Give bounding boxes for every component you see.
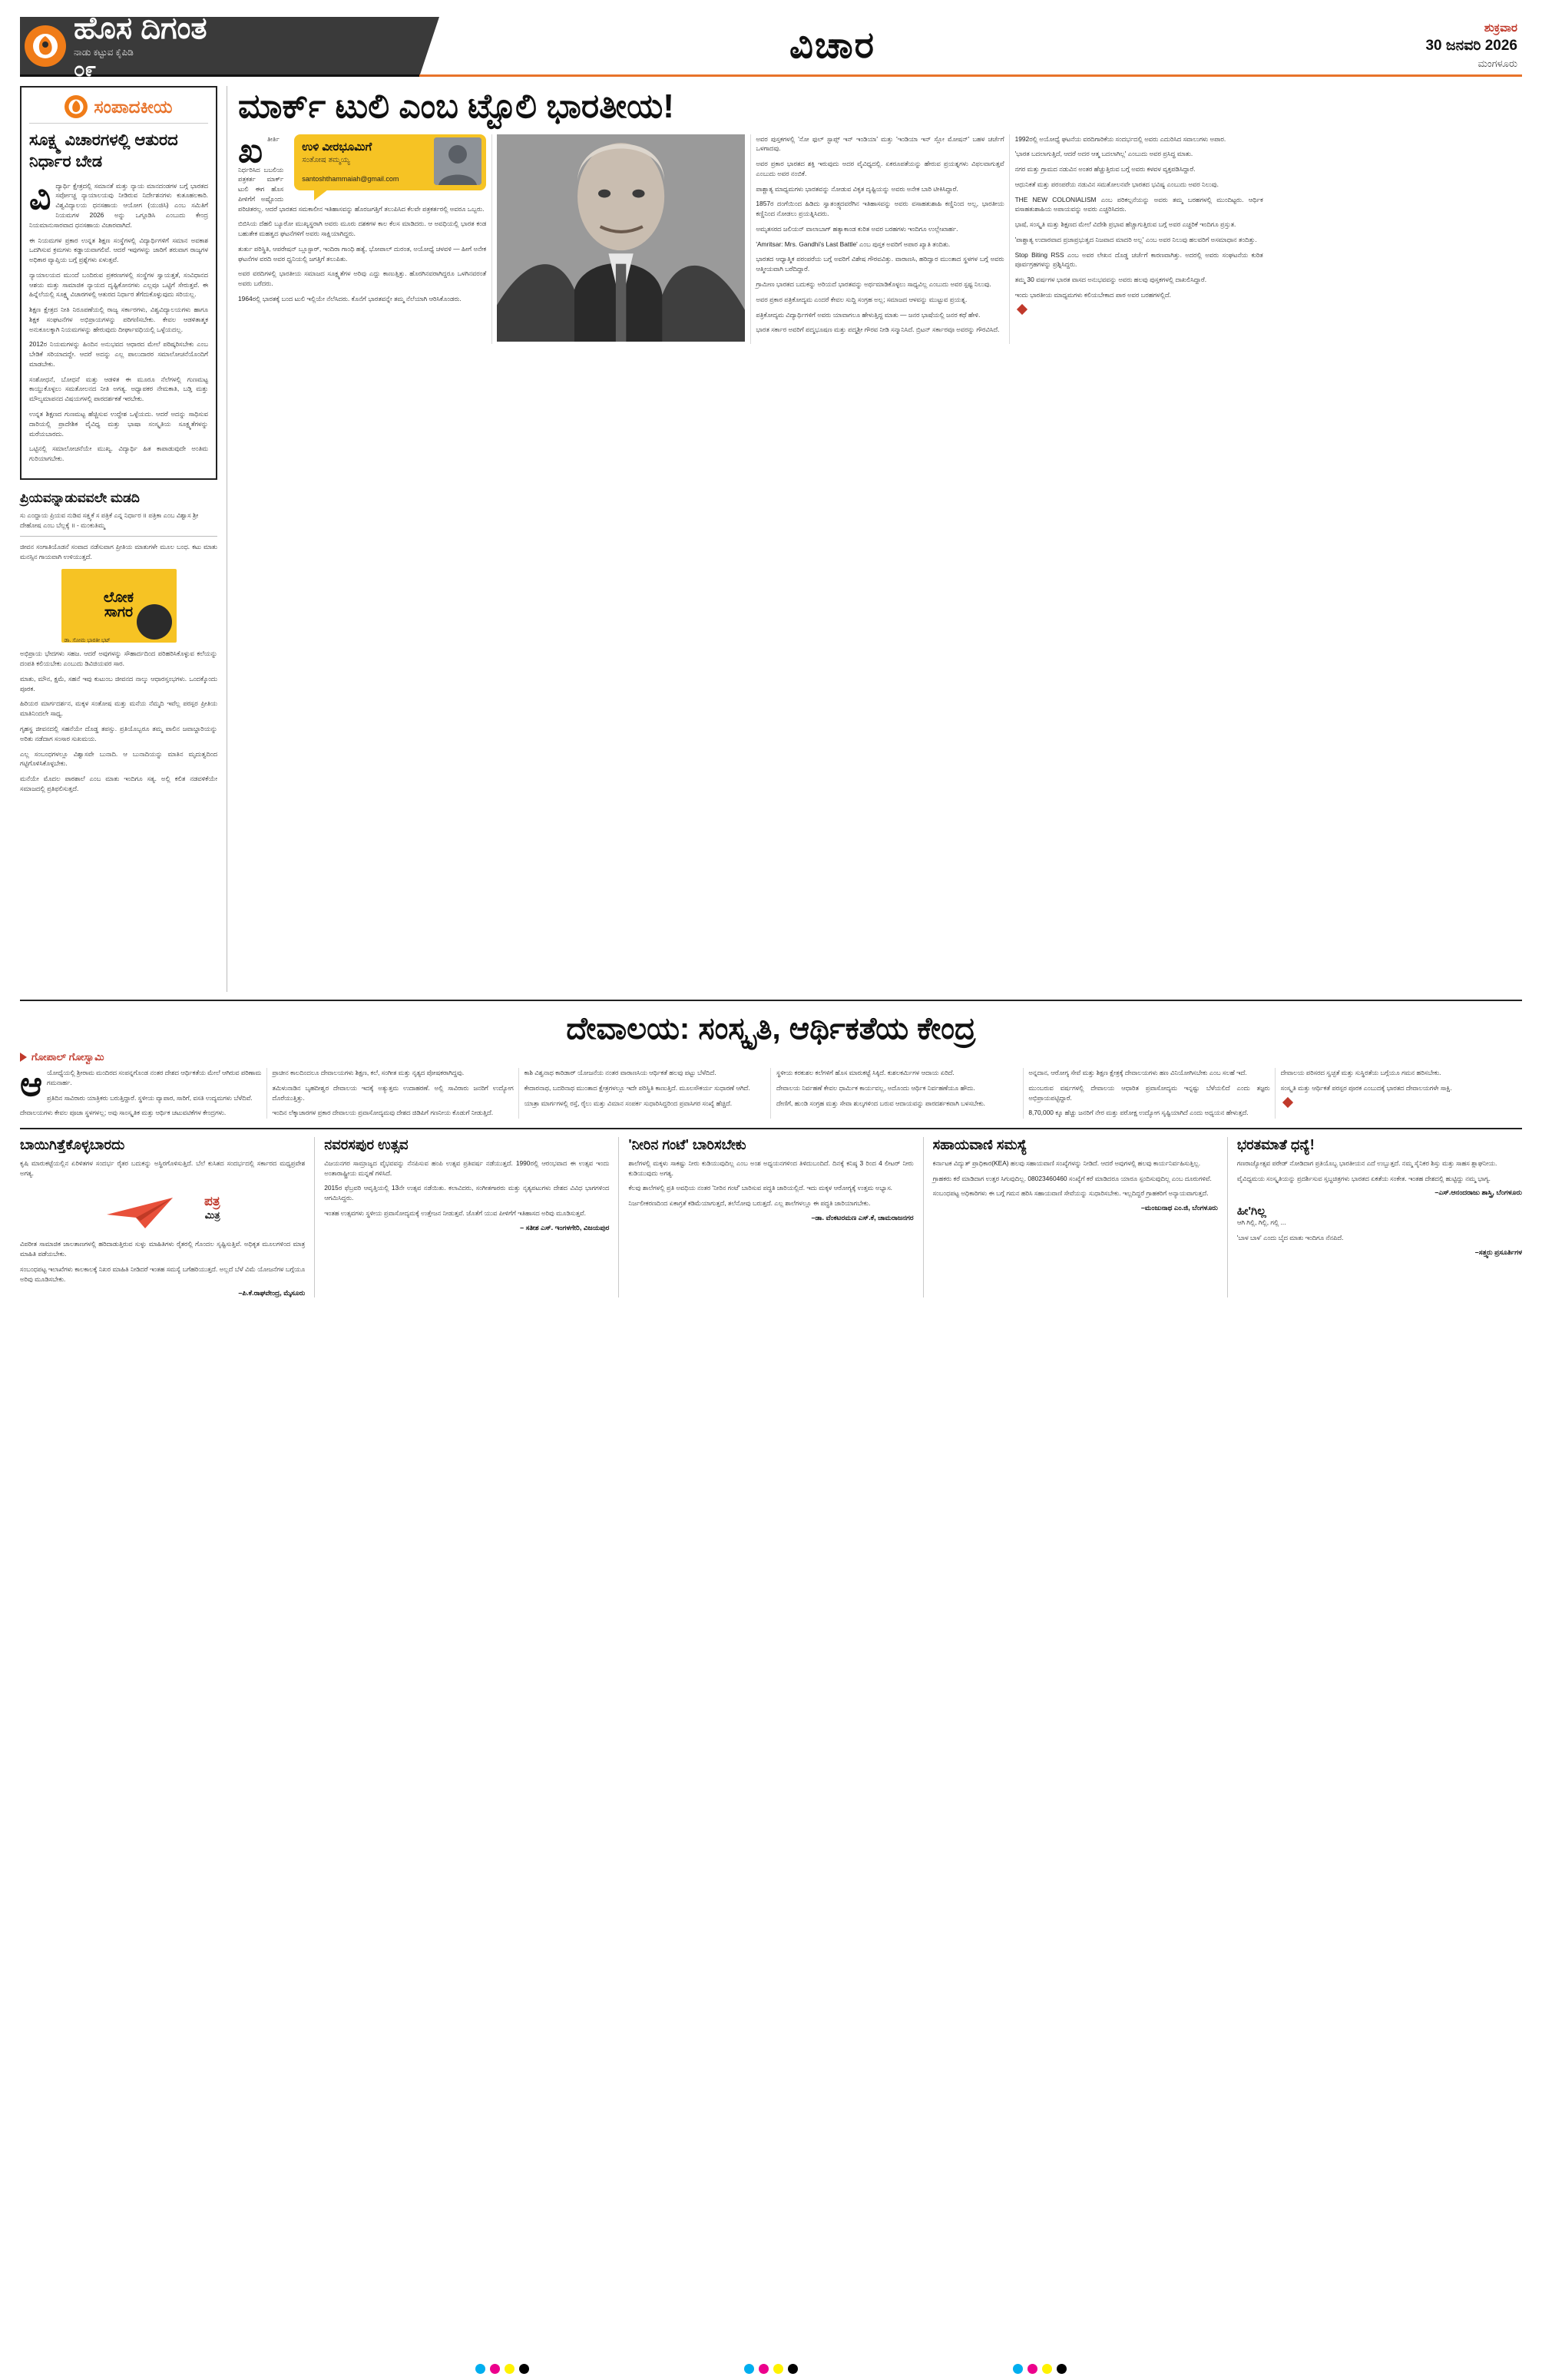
divider [20,536,217,537]
letter-para: ನಿರ್ಜಲೀಕರಣದಿಂದ ಏಕಾಗ್ರತೆ ಕಡಿಮೆಯಾಗುತ್ತದೆ, ತಲೆನೋವು ಬರುತ್ತದೆ. ಎಲ್ಲ ಶಾಲೆಗಳಲ್ಲೂ ಈ ಪದ್ಧತಿ ಜಾರಿಯಾಗಬೇಕು. [628,1199,871,1208]
lead-para-23: Stop Biting RSS ಎಂಬ ಅವರ ಲೇಖನ ದೊಡ್ಡ ಚರ್ಚೆಗೆ ಕಾರಣವಾಗಿತ್ತು. ಅದರಲ್ಲಿ ಅವರು ಸಂಘಟನೆಯ ಕುರಿತ ಪೂರ್ವಗ್ರಹಗಳನ್ನು ಪ್ರಶ್ನಿಸಿದ್ದರು. [1014,250,1263,269]
column-name: ಉಳಿ ವೀರಭೂಮಿಗೆ [302,140,372,154]
temple-byline [20,1051,1522,1063]
editorial-para-3: ಶಿಕ್ಷಣ ಕ್ಷೇತ್ರದ ನೀತಿ ನಿರೂಪಣೆಯಲ್ಲಿ ರಾಜ್ಯ ಸರ್ಕಾರಗಳು, ವಿಶ್ವವಿದ್ಯಾಲಯಗಳು ಹಾಗೂ ಶಿಕ್ಷಕ ಸಂಘಟನೆಗಳ ಅಭಿಪ್ರಾಯಗಳನ್ನು ಪರಿಗಣಿಸಬೇಕು. ಕೇವಲ ಆಡಳಿತಾತ್ಮಕ ಅನುಕೂಲಕ್ಕಾಗಿ ನಿಯಮಗಳನ್ನು ಹೇರುವುದು ದೀರ್ಘಾವಧಿಯಲ್ಲಿ ಒಳ್ಳೆಯದಲ್ಲ. [29,306,208,333]
letter-2 [315,1137,619,1298]
author-badge [294,134,486,190]
lead-headline: ಮಾರ್ಕ್ ಟುಲಿ ಎಂಬ ಟ್ಟೊಲಿ ಭಾರತೀಯ! [238,88,674,125]
editorial-label: ಸಂಪಾದಕೀಯ [94,96,173,117]
editorial-para-0: ದ್ಯಾರ್ಥಿ ಕ್ಷೇತ್ರದಲ್ಲಿ ಸಮಾನತೆ ಮತ್ತು ನ್ಯಾಯ ಮಾನದಂಡಗಳ ಬಗ್ಗೆ ಭಾರತದ ಸರ್ವೋಚ್ಚ ನ್ಯಾಯಾಲಯವು ನೀಡಿರುವ ನಿರ್ದೇಶನಗಳು ಕುತೂಹಲಕಾರಿ. ವಿಶ್ವವಿದ್ಯಾಲಯ ಧನಸಹಾಯ ಆಯೋಗ (ಯುಜಿಸಿ) ಎಂಬ ಸಮಿತಿಗೆ ನಿಯಮಗಳ 2026 ಅನ್ನು ಒಗ್ಗೂಡಿಸಿ ಎಂಬುದು ಕೇಂದ್ರ ನಿಯಮಾನುಸಾರವಾದ ಧನಸಹಾಯ ವಿಚಾರವಾಗಿದೆ. [29,181,208,229]
section-title: ವಿಚಾರ [789,25,876,66]
paper-tagline: ನಾಡು ಕಟ್ಟುವ ಕೈಪಿಡಿ [74,46,134,58]
author-email: santoshthammaiah@gmail.com [302,174,399,183]
editorial-para-2: ನ್ಯಾಯಾಲಯದ ಮುಂದೆ ಬಂದಿರುವ ಪ್ರಕರಣಗಳಲ್ಲಿ ಸಂಸ್ಥೆಗಳ ಸ್ವಾಯತ್ತತೆ, ಸಂವಿಧಾನದ ಆಶಯ ಮತ್ತು ಸಾಮಾಜಿಕ ನ್ಯಾಯದ ದೃಷ್ಟಿಕೋನಗಳು ಎಲ್ಲವೂ ಒಟ್ಟಿಗೆ ಸೇರುತ್ತವೆ. ಈ ಹಿನ್ನೆಲೆಯಲ್ಲಿ ಸೂಕ್ಷ್ಮ ವಿಚಾರಗಳಲ್ಲಿ ಆತುರದ ನಿರ್ಧಾರ ತೆಗೆದುಕೊಳ್ಳುವುದು ಸರಿಯಲ್ಲ. [29,270,208,299]
temple-para-7: ಕೇದಾರನಾಥ, ಬದರಿನಾಥ ಮುಂತಾದ ಕ್ಷೇತ್ರಗಳಲ್ಲೂ ಇದೇ ಪರಿಸ್ಥಿತಿ ಕಾಣುತ್ತಿದೆ. ಮೂಲಸೌಕರ್ಯ ಸುಧಾರಣೆ ಆಗಿದೆ. [524,1083,750,1092]
lead-para-17: 'ಭಾರತ ಬದಲಾಗುತ್ತಿದೆ, ಆದರೆ ಅದರ ಆತ್ಮ ಬದಲಾಗಿಲ್ಲ' ಎಂಬುದು ಅವರ ಪ್ರಸಿದ್ಧ ಮಾತು. [1014,150,1193,158]
yellow-dot-icon [773,2364,783,2374]
priya-para-1: ಮಾತು, ಮೌನ, ಕ್ಷಮೆ, ಸಹನೆ ಇವು ಕುಟುಂಬ ಜೀವನದ ನಾಲ್ಕು ಆಧಾರಸ್ತಂಭಗಳು. ಒಂದಕ್ಕೊಂದು ಪೂರಕ. [20,674,217,693]
black-dot-icon [788,2364,798,2374]
lead-article-columns [238,131,1522,345]
lead-para-12: ಗ್ರಾಮೀಣ ಭಾರತದ ಬದುಕನ್ನು ಅರಿಯದೆ ಭಾರತವನ್ನು ಅರ್ಥಮಾಡಿಕೊಳ್ಳಲು ಸಾಧ್ಯವಿಲ್ಲ ಎಂಬುದು ಅವರ ಸ್ಪಷ್ಟ ನಿಲುವು. [756,280,991,289]
color-dots-left [475,2364,529,2374]
letters-section [20,1128,1522,1298]
lead-para-10: 'Amritsar: Mrs. Gandhi's Last Battle' ಎಂಬ ಪುಸ್ತಕ ಅವರಿಗೆ ಅಪಾರ ಖ್ಯಾತಿ ತಂದಿತು. [756,240,951,248]
extra-signature: –ಸತ್ತ್ವರು ಪ್ರಸೂರ್ತಿಗಳ [1474,1248,1523,1256]
weekday: ಶುಕ್ರವಾರ [1484,21,1517,35]
priya-para-5: ಮನೆಯೇ ಮೊದಲ ಪಾಠಶಾಲೆ ಎಂಬ ಮಾತು ಇಂದಿಗೂ ಸತ್ಯ. ಅಲ್ಲಿ ಕಲಿತ ನಡವಳಿಕೆಯೇ ಸಮಾಜದಲ್ಲಿ ಪ್ರತಿಫಲಿಸುತ್ತದೆ. [20,775,217,792]
temple-para-0: ಯೋಧ್ಯೆಯಲ್ಲಿ ಶ್ರೀರಾಮ ಮಂದಿರದ ಸಂಪನ್ನಗೊಂಡ ನಂತರ ದೇಶದ ಆರ್ಥಿಕತೆಯ ಮೇಲೆ ಆಗಿರುವ ಪರಿಣಾಮ ಗಮನಾರ್ಹ. [47,1069,262,1086]
author-photo [434,137,481,185]
priya-body [20,649,217,793]
extra-column-title: ಹೀ'ಗಿಲ್ಲ [1236,1205,1266,1218]
letter-para: ಸಂಬಂಧಪಟ್ಟ ಅಧಿಕಾರಿಗಳು ಈ ಬಗ್ಗೆ ಗಮನ ಹರಿಸಿ ಸಹಾಯವಾಣಿ ಸೇವೆಯನ್ನು ಸುಧಾರಿಸಬೇಕು. ಇಲ್ಲದಿದ್ದರೆ ಗ್ರಾಹಕರಿಗೆ ಅನ್ಯಾಯವಾಗುತ್ತದೆ. [932,1189,1209,1198]
mark-tully-photo [497,134,745,342]
editorial-para-5: ಸಂಶೋಧನೆ, ಬೋಧನೆ ಮತ್ತು ಆಡಳಿತ ಈ ಮೂರೂ ನೆಲೆಗಳಲ್ಲಿ ಗುಣಮಟ್ಟ ಕಾಯ್ದುಕೊಳ್ಳಲು ಸಮತೋಲನದ ನೀತಿ ಅಗತ್ಯ. ಅಧ್ಯಾಪಕರ ನೇಮಕಾತಿ, ಬಡ್ತಿ ಮತ್ತು ಮೌಲ್ಯಮಾಪನದ ವಿಷಯಗಳಲ್ಲಿ ಪಾರದರ್ಶಕತೆ ಇರಬೇಕು. [29,375,208,403]
editorial-logo-icon [65,95,88,118]
yellow-dot-icon [1042,2364,1052,2374]
lead-para-18: ನಗರ ಮತ್ತು ಗ್ರಾಮದ ನಡುವಿನ ಅಂತರ ಹೆಚ್ಚುತ್ತಿರುವ ಬಗ್ಗೆ ಅವರು ಕಳವಳ ವ್ಯಕ್ತಪಡಿಸಿದ್ದಾರೆ. [1014,165,1196,174]
magenta-dot-icon [1027,2364,1037,2374]
date-block [1246,17,1522,74]
lead-para-2: ತುರ್ತು ಪರಿಸ್ಥಿತಿ, ಆಪರೇಷನ್ ಬ್ಲೂಸ್ಟಾರ್, ಇಂದಿರಾ ಗಾಂಧಿ ಹತ್ಯೆ, ಭೋಪಾಲ್ ದುರಂತ, ಅಯೋಧ್ಯೆ ಚಳವಳಿ — ಹೀಗೆ ಅನೇಕ ಘಟನೆಗಳ ವರದಿ ಅವರ ಧ್ವನಿಯಲ್ಲಿ ಜಗತ್ತಿಗೆ ತಲುಪಿತು. [238,244,487,263]
temple-para-11: ದೇಣಿಗೆ, ಹುಂಡಿ ಸಂಗ್ರಹ ಮತ್ತು ಸೇವಾ ಶುಲ್ಕಗಳಿಂದ ಬರುವ ಆದಾಯವನ್ನು ಪಾರದರ್ಶಕವಾಗಿ ಬಳಸಬೇಕು. [776,1099,985,1107]
temple-dropcap: ಆ [20,1066,43,1103]
magenta-dot-icon [490,2364,500,2374]
color-dots-center [744,2364,798,2374]
lead-para-7: ಪಾಶ್ಚಾತ್ಯ ಮಾಧ್ಯಮಗಳು ಭಾರತವನ್ನು ನೋಡುವ ವಿಕೃತ ದೃಷ್ಟಿಯನ್ನು ಅವರು ಅನೇಕ ಬಾರಿ ಟೀಕಿಸಿದ್ದಾರೆ. [756,184,958,193]
black-dot-icon [519,2364,529,2374]
loka-sagara-badge [61,569,177,643]
black-dot-icon [1057,2364,1067,2374]
temple-para-6: ಕಾಶಿ ವಿಶ್ವನಾಥ ಕಾರಿಡಾರ್ ಯೋಜನೆಯ ನಂತರ ವಾರಾಣಸಿಯ ಆರ್ಥಿಕತೆ ಹಲವು ಪಟ್ಟು ಬೆಳೆದಿದೆ. [524,1069,716,1076]
cyan-dot-icon [744,2364,754,2374]
letter-para: ಶಾಲೆಗಳಲ್ಲಿ ಮಕ್ಕಳು ಸಾಕಷ್ಟು ನೀರು ಕುಡಿಯುವುದಿಲ್ಲ ಎಂಬ ಅಂಶ ಅಧ್ಯಯನಗಳಿಂದ ತಿಳಿದುಬಂದಿದೆ. ದಿನಕ್ಕೆ ಕನಿಷ್ಠ 3 ರಿಂದ 4 ಲೀಟರ್ ನೀರು ಕುಡಿಯುವುದು ಅಗತ್ಯ. [628,1159,914,1177]
letter-title: ಬಾಯಿಗಿತ್ತೆಕೊಳ್ಳಬಾರದು [20,1136,125,1152]
letter-para: 2015ರ ಫೆಬ್ರವರಿ ಆವೃತ್ತಿಯಲ್ಲಿ 13ನೇ ಉತ್ಸವ ನಡೆಯಿತು. ಕಲಾವಿದರು, ಸಂಗೀತಗಾರರು ಮತ್ತು ನೃತ್ಯಪಟುಗಳು ದೇಶದ ವಿವಿಧ ಭಾಗಗಳಿಂದ ಆಗಮಿಸಿದ್ದರು. [324,1184,610,1202]
letter-para: ಕೃಷಿ ಮಾರುಕಟ್ಟೆಯಲ್ಲಿನ ಏರಿಳಿತಗಳ ಸಂದರ್ಭ ರೈತರ ಬದುಕನ್ನು ಅಸ್ಥಿರಗೊಳಿಸುತ್ತಿದೆ. ಬೆಲೆ ಕುಸಿತದ ಸಂದರ್ಭದಲ್ಲಿ ಸರ್ಕಾರದ ಮಧ್ಯಪ್ರವೇಶ ಅಗತ್ಯ. [20,1159,306,1177]
end-mark-icon [1282,1096,1293,1107]
letter-para: ಇಂತಹ ಉತ್ಸವಗಳು ಸ್ಥಳೀಯ ಪ್ರವಾಸೋದ್ಯಮಕ್ಕೆ ಉತ್ತೇಜನ ನೀಡುತ್ತವೆ. ಜೊತೆಗೆ ಯುವ ಪೀಳಿಗೆಗೆ ಇತಿಹಾಸದ ಅರಿವು ಮೂಡಿಸುತ್ತವೆ. [324,1208,586,1217]
lead-para-6: ಅವರ ಪ್ರಕಾರ ಭಾರತದ ಶಕ್ತಿ ಇರುವುದು ಅದರ ವೈವಿಧ್ಯದಲ್ಲಿ. ಏಕರೂಪತೆಯನ್ನು ಹೇರುವ ಪ್ರಯತ್ನಗಳು ವಿಫಲವಾಗುತ್ತವೆ ಎಂಬುದು ಅವರ ನಂಬಿಕೆ. [756,160,1004,177]
letter-para: ವಿಪರೀತ ಸಾಮಾಜಿಕ ಜಾಲತಾಣಗಳಲ್ಲಿ ಹರಿದಾಡುತ್ತಿರುವ ಸುಳ್ಳು ಮಾಹಿತಿಗಳು ರೈತರಲ್ಲಿ ಗೊಂದಲ ಸೃಷ್ಟಿಸುತ್ತಿವೆ. ಅಧಿಕೃತ ಮೂಲಗಳಿಂದ ಮಾತ್ರ ಮಾಹಿತಿ ಪಡೆಯಬೇಕು. [20,1240,306,1258]
lead-para-20: THE NEW COLONIALISM ಎಂಬ ಪರಿಕಲ್ಪನೆಯನ್ನು ಅವರು ತಮ್ಮ ಬರಹಗಳಲ್ಲಿ ಮುಂದಿಟ್ಟರು. ಆರ್ಥಿಕ ವಸಾಹತುಶಾಹಿಯ ಅಪಾಯವನ್ನು ಅವರು ಎಚ್ಚರಿಸಿದರು. [1014,195,1263,213]
paper-name: ಹೊಸ ದಿಗಂತ [74,11,207,45]
priya-verse: ಸು ಎಂದ್ದಾಯ ಪ್ರಿಯವ ನುಡಿವ ಸತ್ತ್ವಕೆ ಸ ಪತ್ರಿಕೆ ಎನ್ನ ನಿರ್ಧಾರ ॥ ಪತ್ರಿಕಾ ಎಂಬ ವಿಶ್ವಾಸ ಶ್ರೀ ದೇಹೋಷ ಎಂಬ ಬೆಲ್ಲಕ್ಕೆ ॥ - ಮಂಕುತಿಮ್ಮ [20,511,199,529]
temple-para-14: 8,70,000 ಕ್ಕೂ ಹೆಚ್ಚು ಜನರಿಗೆ ನೇರ ಮತ್ತು ಪರೋಕ್ಷ ಉದ್ಯೋಗ ಸೃಷ್ಟಿಯಾಗಿದೆ ಎಂದು ಅಧ್ಯಯನ ಹೇಳುತ್ತದೆ. [1028,1109,1249,1117]
letter-5 [1228,1137,1522,1298]
patra-mitra-badge [105,1184,220,1233]
color-dots-right [1013,2364,1067,2374]
priya-para-0: ಅಭಿಪ್ರಾಯ ಭೇದಗಳು ಸಹಜ. ಆದರೆ ಅವುಗಳನ್ನು ಸೌಹಾರ್ದದಿಂದ ಪರಿಹರಿಸಿಕೊಳ್ಳುವ ಕಲೆಯನ್ನು ದಂಪತಿ ಕಲಿಯಬೇಕು ಎಂಬುದು ಡಿವಿಜಿಯವರ ಸಾರ. [20,650,217,668]
letter-signature: –ಎಸ್.ಆನಂದರಾಜು ಶಾಸ್ತ್ರಿ, ಬೆಂಗಳೂರು [1434,1188,1523,1197]
temple-para-9: ಸ್ಥಳೀಯ ಕರಕುಶಲ ಕಲೆಗಳಿಗೆ ಹೊಸ ಮಾರುಕಟ್ಟೆ ಸಿಕ್ಕಿದೆ. ಕುಶಲಕರ್ಮಿಗಳ ಆದಾಯ ಏರಿದೆ. [776,1069,955,1076]
letter-title: ಸಹಾಯವಾಣಿ ಸಮಸ್ಯೆ [932,1136,1027,1152]
lead-para-9: ಅಮೃತಸರದ ಜಲಿಯನ್ ವಾಲಾಬಾಗ್ ಹತ್ಯಾಕಾಂಡ ಕುರಿತ ಅವರ ಬರಹಗಳು ಇಂದಿಗೂ ಉಲ್ಲೇಖಾರ್ಹ. [756,224,958,233]
priya-para-2: ಹಿರಿಯರ ಮಾರ್ಗದರ್ಶನ, ಮಕ್ಕಳ ಸಂತೋಷ ಮತ್ತು ಮನೆಯ ನೆಮ್ಮದಿ ಇವೆಲ್ಲ ಪರಸ್ಪರ ಪ್ರೀತಿಯ ಮಾತಿನಿಂದಲೇ ಸಾಧ್ಯ. [20,699,217,718]
letter-3 [619,1137,923,1298]
temple-article [20,1000,1522,1119]
letter-title: ಭರತಮಾತೆ ಧನ್ಯೆ! [1236,1136,1315,1152]
lead-para-24: ತಮ್ಮ 30 ವರ್ಷಗಳ ಭಾರತ ವಾಸದ ಅನುಭವವನ್ನು ಅವರು ಹಲವು ಪುಸ್ತಕಗಳಲ್ಲಿ ದಾಖಲಿಸಿದ್ದಾರೆ. [1014,276,1207,284]
masthead [20,11,1522,81]
columnist-avatar [137,604,172,640]
magenta-dot-icon [759,2364,769,2374]
editorial-title: ಸೂಕ್ಷ್ಮ ವಿಚಾರಗಳಲ್ಲಿ ಆತುರದ ನಿರ್ಧಾರ ಬೇಡ [29,131,178,171]
editorial-para-6: ಉನ್ನತ ಶಿಕ್ಷಣದ ಗುಣಮಟ್ಟ ಹೆಚ್ಚಿಸುವ ಉದ್ದೇಶ ಒಳ್ಳೆಯದು. ಆದರೆ ಅದನ್ನು ಸಾಧಿಸುವ ದಾರಿಯಲ್ಲಿ ಪ್ರಾದೇಶಿಕ ವೈವಿಧ್ಯ ಮತ್ತು ಭಾಷಾ ಸಂಸ್ಕೃತಿಯ ಸೂಕ್ಷ್ಮತೆಗಳನ್ನು ಮರೆಯಬಾರದು. [29,410,208,438]
temple-headline: ದೇವಾಲಯ: ಸಂಸ್ಕೃತಿ, ಆರ್ಥಿಕತೆಯ ಕೇಂದ್ರ [566,1012,976,1046]
temple-para-2: ದೇವಾಲಯಗಳು ಕೇವಲ ಪೂಜಾ ಸ್ಥಳಗಳಲ್ಲ; ಅವು ಸಾಂಸ್ಕೃತಿಕ ಮತ್ತು ಆರ್ಥಿಕ ಚಟುವಟಿಕೆಗಳ ಕೇಂದ್ರಗಳು. [20,1109,227,1117]
editorial-para-1: ಈ ನಿಯಮಗಳ ಪ್ರಕಾರ ಉನ್ನತ ಶಿಕ್ಷಣ ಸಂಸ್ಥೆಗಳಲ್ಲಿ ವಿದ್ಯಾರ್ಥಿಗಳಿಗೆ ಸಮಾನ ಅವಕಾಶ ಒದಗಿಸುವ ಕ್ರಮಗಳು ಕಡ್ಡಾಯವಾಗಲಿವೆ. ಆದರೆ ಇವುಗಳನ್ನು ಜಾರಿಗೆ ತರುವಾಗ ರಾಜ್ಯಗಳ ಅಧಿಕಾರ ವ್ಯಾಪ್ತಿಯ ಬಗ್ಗೆ ಪ್ರಶ್ನೆಗಳು ಏಳುತ್ತವೆ. [29,236,208,264]
loka-badge-line1: ಲೋಕ [103,590,134,607]
paper-plane-icon [105,1195,176,1233]
lead-para-16: 1992ರಲ್ಲಿ ಅಯೋಧ್ಯೆ ಘಟನೆಯ ವರದಿಗಾರಿಕೆಯ ಸಂದರ್ಭದಲ್ಲಿ ಅವರು ಎದುರಿಸಿದ ಸವಾಲುಗಳು ಅಪಾರ. [1014,134,1226,143]
lead-para-0: ತೀರ್ತಿ ನಿರ್ಧರಿಸಿದ ಬಬಲಿಯ ಪತ್ರಕರ್ತ ಮಾರ್ಕ್ ಟುಲಿ ಈಗ ಹೊಸ ಪೀಳಿಗೆಗೆ ಅಷ್ಟೊಂದು ಪರಿಚಿತರಲ್ಲ. ಆದರೆ ಭಾರತದ ಸಮಕಾಲೀನ ಇತಿಹಾಸವನ್ನು ಹೊರಜಗತ್ತಿಗೆ ತಲುಪಿಸಿದ ಕೆಲವೇ ಪತ್ರಕರ್ತರಲ್ಲಿ ಅವರೂ ಒಬ್ಬರು. [238,134,485,213]
edition-number: ೦೯ [74,57,97,81]
letter-signature: –ಪಿ.ಕೆ.ರಾಘವೇಂದ್ರ, ಮೈಸೂರು [238,1289,306,1297]
edition-city: ಮಂಗಳೂರು [1477,58,1517,69]
masthead-accent-rule [419,74,1522,77]
temple-para-8: ಯಾತ್ರಾ ಮಾರ್ಗಗಳಲ್ಲಿ ರಸ್ತೆ, ರೈಲು ಮತ್ತು ವಿಮಾನ ಸಂಪರ್ಕ ಸುಧಾರಿಸಿದ್ದರಿಂದ ಪ್ರವಾಸಿಗರ ಸಂಖ್ಯೆ ಹೆಚ್ಚಿದೆ. [524,1099,733,1107]
letter-para: ಸಂಬಂಧಪಟ್ಟ ಇಲಾಖೆಗಳು ಕಾಲಕಾಲಕ್ಕೆ ನಿಖರ ಮಾಹಿತಿ ನೀಡಿದರೆ ಇಂತಹ ಸಮಸ್ಯೆ ಬಗೆಹರಿಯುತ್ತದೆ. ಅಲ್ಲದೆ ಬೆಳೆ ವಿಮೆ ಯೋಜನೆಗಳ ಬಗ್ಗೆಯೂ ಅರಿವು ಮೂಡಿಸಬೇಕು. [20,1264,306,1283]
columnist-name: ಡಾ. ಸೋಮ ಭಾರತೀ ಭಟ್ [64,638,111,644]
lead-article [227,86,1522,992]
cyan-dot-icon [1013,2364,1023,2374]
upper-body [20,86,1522,992]
lead-para-11: ಭಾರತದ ಆಧ್ಯಾತ್ಮಿಕ ಪರಂಪರೆಯ ಬಗ್ಗೆ ಅವರಿಗೆ ವಿಶೇಷ ಗೌರವವಿತ್ತು. ವಾರಾಣಸಿ, ಹರಿದ್ವಾರ ಮುಂತಾದ ಸ್ಥಳಗಳ ಬಗ್ಗೆ ಅವರು ಆತ್ಮೀಯವಾಗಿ ಬರೆದಿದ್ದಾರೆ. [756,255,1004,273]
patra-label-1: ಪತ್ರ [204,1194,220,1209]
editorial-body [29,178,208,464]
letter-1 [20,1137,315,1298]
letter-signature: –ಮಂಜುನಾಥ ಎಂ.ಜಿ, ಬೆಂಗಳೂರು [1140,1204,1218,1212]
lead-dropcap: ಖ [238,131,263,170]
letter-para: ವಿಜಯನಗರ ಸಾಮ್ರಾಜ್ಯದ ವೈಭವವನ್ನು ನೆನಪಿಸುವ ಹಂಪಿ ಉತ್ಸವ ಪ್ರತಿವರ್ಷ ನಡೆಯುತ್ತದೆ. 1990ರಲ್ಲಿ ಆರಂಭವಾದ ಈ ಉತ್ಸವ ಇಂದು ಅಂತಾರಾಷ್ಟ್ರೀಯ ಮನ್ನಣೆ ಗಳಿಸಿದೆ. [324,1159,610,1177]
editorial-column [20,86,227,992]
section-header [419,17,1246,74]
lead-para-4: 1964ರಲ್ಲಿ ಭಾರತಕ್ಕೆ ಬಂದ ಟುಲಿ ಇಲ್ಲಿಯೇ ನೆಲೆಸಿದರು. ಕೊನೆಗೆ ಭಾರತವನ್ನೇ ತಮ್ಮ ನೆಲೆಯಾಗಿ ಆರಿಸಿಕೊಂಡರು. [238,295,462,303]
publication-date: 30 ಜನವರಿ 2026 [1425,38,1517,54]
editorial-header [29,95,208,124]
temple-para-10: ದೇವಾಲಯ ನಿರ್ವಹಣೆ ಕೇವಲ ಧಾರ್ಮಿಕ ಕಾರ್ಯವಲ್ಲ, ಅದೊಂದು ಆರ್ಥಿಕ ನಿರ್ವಹಣೆಯೂ ಹೌದು. [776,1083,975,1092]
lead-para-21: ಭಾಷೆ, ಸಂಸ್ಕೃತಿ ಮತ್ತು ಶಿಕ್ಷಣದ ಮೇಲೆ ವಿದೇಶಿ ಪ್ರಭಾವ ಹೆಚ್ಚಾಗುತ್ತಿರುವ ಬಗ್ಗೆ ಅವರ ಎಚ್ಚರಿಕೆ ಇಂದಿಗೂ ಪ್ರಸ್ತುತ. [1014,220,1236,229]
priya-para-4: ಎಲ್ಲ ಸಂಬಂಧಗಳಲ್ಲೂ ವಿಶ್ವಾಸವೇ ಬುನಾದಿ. ಆ ಬುನಾದಿಯನ್ನು ಮಾತಿನ ಮೃದುತ್ವದಿಂದ ಗಟ್ಟಿಗೊಳಿಸಿಕೊಳ್ಳಬೇಕು. [20,749,217,768]
patra-label-2: ಮಿತ್ರ [204,1209,220,1221]
letter-para: ಕರ್ನಾಟಕ ವಿದ್ಯುತ್ ಪ್ರಾಧಿಕಾರ(KEA) ಹಲವು ಸಹಾಯವಾಣಿ ಸಂಖ್ಯೆಗಳನ್ನು ನೀಡಿದೆ. ಆದರೆ ಅವುಗಳಲ್ಲಿ ಹಲವು ಕಾರ್ಯನಿರ್ವಹಿಸುತ್ತಿಲ್ಲ. [932,1159,1201,1167]
letter-para: ಗ್ರಾಹಕರು ಕರೆ ಮಾಡಿದಾಗ ಉತ್ತರ ಸಿಗುವುದಿಲ್ಲ. 08023460460 ಸಂಖ್ಯೆಗೆ ಕರೆ ಮಾಡಿದರೂ ಯಾರೂ ಸ್ಪಂದಿಸುವುದಿಲ್ಲ ಎಂಬ ದೂರುಗಳಿವೆ. [932,1174,1212,1182]
loka-badge-line2: ಸಾಗರ [104,604,134,621]
priya-title: ಪ್ರಿಯವನ್ನಾಡುವವಲೇ ಮಡದಿ [20,490,140,505]
temple-para-5: ಇಂದಿನ ಲೆಕ್ಕಾಚಾರಗಳ ಪ್ರಕಾರ ದೇವಾಲಯ ಪ್ರವಾಸೋದ್ಯಮವು ದೇಶದ ಜಿಡಿಪಿಗೆ ಗಣನೀಯ ಕೊಡುಗೆ ನೀಡುತ್ತಿದೆ. [272,1109,494,1117]
color-registration-bar [0,2364,1542,2374]
temple-author: ಗೋಪಾಲ್ ಗೋಸ್ವಾಮಿ [31,1051,104,1063]
editorial-dropcap: ವಿ [29,178,51,217]
letter-para: ಗಣರಾಜ್ಯೋತ್ಸವ ಪರೇಡ್ ನೋಡಿದಾಗ ಪ್ರತಿಯೊಬ್ಬ ಭಾರತೀಯನ ಎದೆ ಉಬ್ಬುತ್ತದೆ. ನಮ್ಮ ಸೈನಿಕರ ಶಿಸ್ತು ಮತ್ತು ಸಾಹಸ ಶ್ಲಾಘನೀಯ. [1236,1159,1497,1167]
byline-marker-icon [20,1053,27,1062]
temple-para-3: ಪ್ರಾಚೀನ ಕಾಲದಿಂದಲೂ ದೇವಾಲಯಗಳು ಶಿಕ್ಷಣ, ಕಲೆ, ಸಂಗೀತ ಮತ್ತು ನೃತ್ಯದ ಪೋಷಕರಾಗಿದ್ದವು. [272,1069,465,1076]
letter-para: ವೈವಿಧ್ಯಮಯ ಸಂಸ್ಕೃತಿಯನ್ನು ಪ್ರದರ್ಶಿಸುವ ಸ್ತಬ್ಧಚಿತ್ರಗಳು ಭಾರತದ ಏಕತೆಯ ಸಂಕೇತ. ಇಂತಹ ದೇಶದಲ್ಲಿ ಹುಟ್ಟಿದ್ದು ನಮ್ಮ ಭಾಗ್ಯ. [1236,1174,1491,1182]
editorial-para-7: ಒಟ್ಟಿನಲ್ಲಿ ಸಮಾಲೋಚನೆಯೇ ಮುಖ್ಯ. ವಿದ್ಯಾರ್ಥಿ ಹಿತ ಕಾಪಾಡುವುದೇ ಅಂತಿಮ ಗುರಿಯಾಗಬೇಕು. [29,445,208,463]
letter-4 [924,1137,1228,1298]
temple-para-16: ಸಂಸ್ಕೃತಿ ಮತ್ತು ಆರ್ಥಿಕತೆ ಪರಸ್ಪರ ಪೂರಕ ಎಂಬುದಕ್ಕೆ ಭಾರತದ ದೇವಾಲಯಗಳೇ ಸಾಕ್ಷಿ. [1280,1083,1452,1092]
lead-para-14: ಪತ್ರಿಕೋದ್ಯಮ ವಿದ್ಯಾರ್ಥಿಗಳಿಗೆ ಅವರು ಯಾವಾಗಲೂ ಹೇಳುತ್ತಿದ್ದ ಮಾತು — ಜನರ ಭಾಷೆಯಲ್ಲಿ ಜನರ ಕಥೆ ಹೇಳಿ. [756,310,981,319]
temple-para-15: ದೇವಾಲಯ ಪರಿಸರದ ಸ್ವಚ್ಛತೆ ಮತ್ತು ಸುಸ್ಥಿರತೆಯ ಬಗ್ಗೆಯೂ ಗಮನ ಹರಿಸಬೇಕು. [1280,1069,1441,1076]
lead-para-15: ಭಾರತ ಸರ್ಕಾರ ಅವರಿಗೆ ಪದ್ಮಭೂಷಣ ಮತ್ತು ಪದ್ಮಶ್ರೀ ಗೌರವ ನೀಡಿ ಸನ್ಮಾನಿಸಿದೆ. ಬ್ರಿಟನ್ ಸರ್ಕಾರವೂ ಅವರನ್ನು ಗೌರವಿಸಿದೆ. [756,326,1000,334]
lead-para-3: ಅವರ ವರದಿಗಳಲ್ಲಿ ಭಾರತೀಯ ಸಮಾಜದ ಸೂಕ್ಷ್ಮತೆಗಳ ಅರಿವು ಎದ್ದು ಕಾಣುತ್ತಿತ್ತು. ಹೊರಗಿನವರಾಗಿದ್ದರೂ ಒಳಗಿನವರಂತೆ ಅವರು ಬರೆದರು. [238,269,487,288]
temple-para-4: ತಮಿಳುನಾಡಿನ ಬೃಹದೀಶ್ವರ ದೇವಾಲಯ ಇದಕ್ಕೆ ಅತ್ಯುತ್ತಮ ಉದಾಹರಣೆ. ಅಲ್ಲಿ ಸಾವಿರಾರು ಜನರಿಗೆ ಉದ್ಯೋಗ ದೊರೆಯುತ್ತಿತ್ತು. [272,1083,514,1102]
end-mark-icon [1016,304,1027,315]
masthead-brand [20,11,419,81]
priya-para-3: ಗೃಹಸ್ಥ ಜೀವನದಲ್ಲಿ ಸಹನೆಯೇ ದೊಡ್ಡ ತಪಸ್ಸು. ಪ್ರತಿಯೊಬ್ಬರೂ ತಮ್ಮ ಪಾಲಿನ ಜವಾಬ್ದಾರಿಯನ್ನು ಅರಿತು ನಡೆದಾಗ ಸಂಸಾರ ಸುಖಮಯ. [20,724,217,742]
lead-para-19: ಆಧುನಿಕತೆ ಮತ್ತು ಪರಂಪರೆಯ ನಡುವಿನ ಸಮತೋಲನವೇ ಭಾರತದ ಭವಿಷ್ಯ ಎಂಬುದು ಅವರ ನಿಲುವು. [1014,180,1219,188]
temple-columns [20,1068,1522,1119]
lead-para-1: ಬಿಬಿಸಿಯ ದೆಹಲಿ ಬ್ಯೂರೋ ಮುಖ್ಯಸ್ಥರಾಗಿ ಅವರು ಮೂರು ದಶಕಗಳ ಕಾಲ ಕೆಲಸ ಮಾಡಿದರು. ಆ ಅವಧಿಯಲ್ಲಿ ಭಾರತ ಕಂಡ ಬಹುತೇಕ ಮಹತ್ವದ ಘಟನೆಗಳಿಗೆ ಅವರು ಸಾಕ್ಷಿಯಾಗಿದ್ದರು. [238,220,487,238]
letter-title: 'ನೀರಿನ ಗಂಟೆ' ಬಾರಿಸಬೇಕು [628,1136,746,1152]
letter-signature: –ಡಾ. ವೆಂಕಟರಮಣ ಎಸ್.ಕೆ, ಚಾಮರಾಜನಗರ [811,1213,914,1221]
temple-para-13: ಮುಂಬರುವ ವರ್ಷಗಳಲ್ಲಿ ದೇವಾಲಯ ಆಧಾರಿತ ಪ್ರವಾಸೋದ್ಯಮ ಇನ್ನಷ್ಟು ಬೆಳೆಯಲಿದೆ ಎಂದು ತಜ್ಞರು ಅಭಿಪ್ರಾಯಪಟ್ಟಿದ್ದಾರೆ. [1028,1083,1270,1102]
letter-signature: – ಸತೀಶ ಎಸ್. ಇಂಗಳಗೇರಿ, ವಿಜಯಪುರ [520,1223,610,1231]
lead-para-25: ಇಂದು ಭಾರತೀಯ ಮಾಧ್ಯಮಗಳು ಕಲಿಯಬೇಕಾದ ಪಾಠ ಅವರ ಬರಹಗಳಲ್ಲಿದೆ. [1014,291,1172,299]
extra-para: ಆಗಿ ಗಿಲ್ಲಿ, ಗಿಲ್ಲಿ, ಗಲ್ಲಿ ... [1236,1218,1286,1227]
editorial-box [20,86,217,480]
lead-para-5: ಅವರ ಪುಸ್ತಕಗಳಲ್ಲಿ 'ನೋ ಫುಲ್ ಸ್ಟಾಪ್ಸ್ ಇನ್ ಇಂಡಿಯಾ' ಮತ್ತು 'ಇಂಡಿಯಾ ಇನ್ ಸ್ಲೋ ಮೋಷನ್' ಬಹಳ ಚರ್ಚೆಗೆ ಒಳಗಾದವು. [756,134,1004,153]
lead-para-13: ಅವರ ಪ್ರಕಾರ ಪತ್ರಿಕೋದ್ಯಮ ಎಂದರೆ ಕೇವಲ ಸುದ್ದಿ ಸಂಗ್ರಹ ಅಲ್ಲ; ಸಮಾಜದ ಆಳವನ್ನು ಮುಟ್ಟುವ ಪ್ರಯತ್ನ. [756,295,968,303]
yellow-dot-icon [505,2364,515,2374]
temple-para-1: ಪ್ರತಿದಿನ ಸಾವಿರಾರು ಯಾತ್ರಿಕರು ಬರುತ್ತಿದ್ದಾರೆ. ಸ್ಥಳೀಯ ವ್ಯಾಪಾರ, ಸಾರಿಗೆ, ವಸತಿ ಉದ್ಯಮಗಳು ಬೆಳೆದಿವೆ. [47,1093,253,1102]
author-name: ಸಂತೋಷ ತಮ್ಮಯ್ಯ [302,155,350,164]
extra-para: 'ಬಾಳ ಬಾಳ' ಎಂದು ಬೈದ ಮಾತು ಇಂದಿಗೂ ನೆನಪಿದೆ. [1236,1234,1344,1242]
paper-logo-icon [25,25,66,67]
cyan-dot-icon [475,2364,485,2374]
lead-para-22: 'ಪಾಶ್ಚಾತ್ಯ ಉದಾರವಾದ ಪ್ರಜಾಪ್ರಭುತ್ವದ ನಿಜವಾದ ಮಾದರಿ ಅಲ್ಲ' ಎಂಬ ಅವರ ನಿಲುವು ಹಲವರಿಗೆ ಅಸಮಾಧಾನ ತಂದಿತ್ತು. [1014,235,1257,243]
lead-para-8: 1857ರ ದಂಗೆಯಿಂದ ಹಿಡಿದು ಸ್ವಾತಂತ್ರ್ಯದವರೆಗಿನ ಇತಿಹಾಸವನ್ನು ಅವರು ವಸಾಹತುಶಾಹಿ ಕಣ್ಣಿನಿಂದ ಅಲ್ಲ, ಭಾರತೀಯ ಕಣ್ಣಿನಿಂದ ನೋಡಲು ಪ್ರಯತ್ನಿಸಿದರು. [756,200,1004,218]
priya-lead: ಜೀವನ ಸಂಗಾತಿಯೊಡನೆ ಸಂವಾದ ನಡೆಸುವಾಗ ಪ್ರೀತಿಯ ಮಾತುಗಳೇ ಮೂಲ ಬಂಧ. ಕಟು ಮಾತು ಮನಸ್ಸಿನ ಗಾಯವಾಗಿ ಉಳಿಯುತ್ತದೆ. [20,542,217,560]
letter-title: ನವರಸಪುರ ಉತ್ಸವ [324,1136,409,1152]
letter-para: ಕೆಲವು ಶಾಲೆಗಳಲ್ಲಿ ಪ್ರತಿ ಅವಧಿಯ ನಂತರ 'ನೀರಿನ ಗಂಟೆ' ಬಾರಿಸುವ ಪದ್ಧತಿ ಜಾರಿಯಲ್ಲಿದೆ. ಇದು ಮಕ್ಕಳ ಆರೋಗ್ಯಕ್ಕೆ ಉತ್ತಮ ಅಭ್ಯಾಸ. [628,1184,892,1192]
temple-para-12: ಅನ್ನದಾನ, ಆರೋಗ್ಯ ಸೇವೆ ಮತ್ತು ಶಿಕ್ಷಣ ಕ್ಷೇತ್ರಕ್ಕೆ ದೇವಾಲಯಗಳು ಹಣ ವಿನಿಯೋಗಿಸಬೇಕು ಎಂಬ ಸಲಹೆ ಇದೆ. [1028,1069,1247,1076]
editorial-para-4: 2012ರ ನಿಯಮಗಳನ್ನು ಹಿಂದಿನ ಅನುಭವದ ಆಧಾರದ ಮೇಲೆ ಪರಿಷ್ಕರಿಸಬೇಕು ಎಂಬ ಬೇಡಿಕೆ ಸರಿಯಾದದ್ದೇ. ಆದರೆ ಅದನ್ನು ಎಲ್ಲ ಪಾಲುದಾರರ ಸಮಾಲೋಚನೆಯೊಂದಿಗೆ ಮಾಡಬೇಕು. [29,340,208,368]
